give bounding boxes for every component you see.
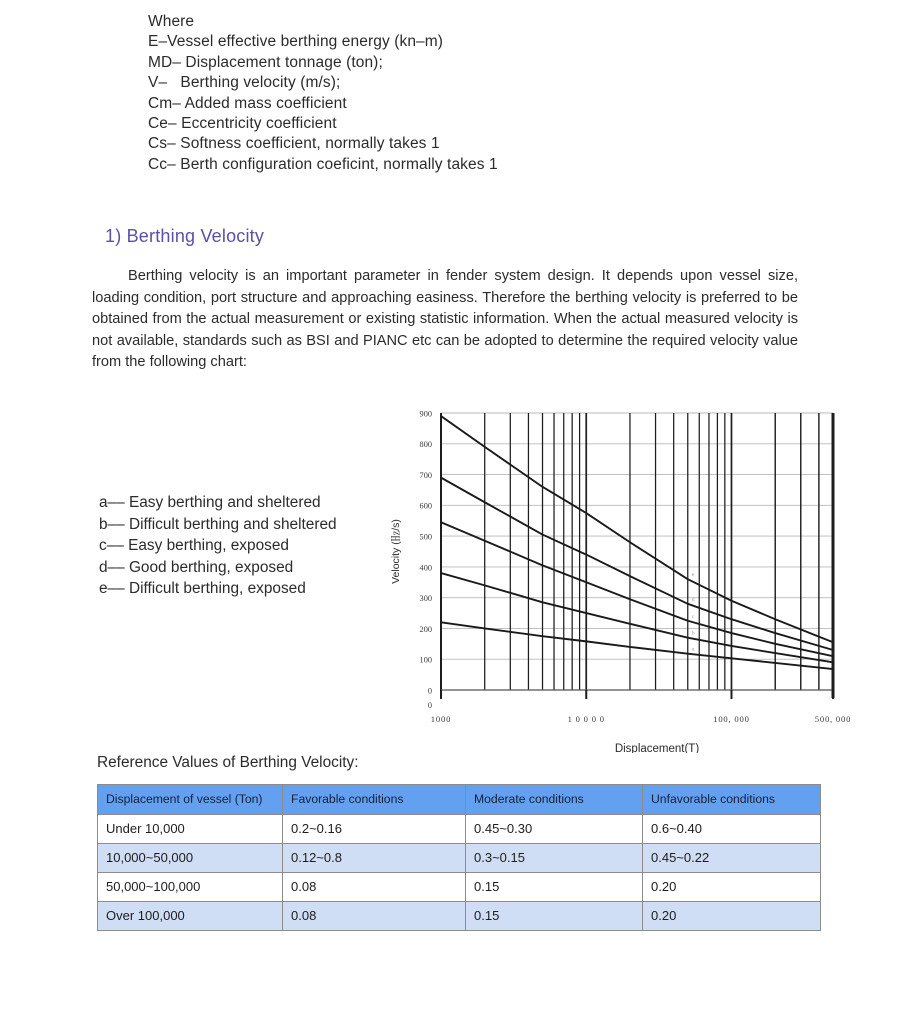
curve-a [441, 622, 833, 669]
y-axis-zero-label: 0 [427, 701, 432, 710]
y-axis-tick-label: 400 [419, 563, 432, 573]
column-header: Displacement of vessel (Ton) [98, 785, 283, 815]
x-axis-tick-label: 1 0 0 0 0 [567, 714, 605, 724]
curve-d [441, 478, 833, 650]
table-cell: 0.08 [283, 902, 466, 931]
table-cell: 0.45~0.30 [466, 815, 643, 844]
curve-label-e: e [691, 572, 695, 579]
section-heading: 1) Berthing Velocity [105, 226, 265, 246]
intro-paragraph: Berthing velocity is an important parameter in fender system design. It depends upon vessel size, loading condition, port structure and approaching easiness. Therefore the berthing velocity is preferred to be obtained from the actual measurement or existing statistic information. When the actual measured velocity is not available, standards such as BSI and PIANC etc can be adopted to determine the required velocity value from the following chart: [92, 268, 798, 370]
y-axis-tick-label: 500 [419, 532, 432, 542]
curve-e [441, 416, 833, 642]
column-header: Moderate conditions [466, 785, 643, 815]
curve-b [441, 573, 833, 662]
y-axis-tick-label: 800 [419, 440, 432, 450]
definition-line: V– Berthing velocity (m/s); [148, 74, 341, 92]
table-row [98, 873, 821, 902]
curve-label-d: d [691, 596, 695, 603]
table-cell: 0.6~0.40 [643, 815, 821, 844]
y-axis-tick-label: 900 [419, 409, 432, 419]
definition-line: Where [148, 13, 195, 30]
table-cell: 0.20 [643, 873, 821, 902]
y-axis-tick-label: 600 [419, 501, 432, 511]
x-axis-tick-label: 100, 000 [713, 714, 750, 724]
table-cell: Under 10,000 [98, 815, 283, 844]
legend-item-c: c–– Easy berthing, exposed [99, 537, 289, 555]
y-axis-tick-label: 200 [419, 624, 432, 634]
table-row [98, 844, 821, 873]
legend-item-d: d–– Good berthing, exposed [99, 558, 294, 576]
column-header: Favorable conditions [283, 785, 466, 815]
legend-item-a: a–– Easy berthing and sheltered [99, 494, 321, 511]
x-axis-tick-label: 500, 000 [814, 714, 852, 724]
definition-line: Cs– Softness coefficient, normally takes 1 [148, 135, 440, 153]
y-axis-tick-label: 700 [419, 470, 432, 480]
x-axis-tick-label: 1000 [430, 714, 452, 724]
definition-line: Ce– Eccentricity coefficient [148, 115, 337, 133]
table-cell: 0.20 [643, 902, 821, 931]
y-axis-tick-label: 0 [427, 686, 432, 696]
column-header: Unfavorable conditions [643, 785, 821, 815]
legend-item-e: e–– Difficult berthing, exposed [99, 580, 306, 598]
y-axis-tick-label: 300 [419, 594, 432, 604]
table-cell: 0.15 [466, 873, 643, 902]
definition-line: E–Vessel effective berthing energy (kn–m) [148, 33, 444, 51]
berthing-velocity-chart [385, 398, 855, 753]
definition-line: Cm– Added mass coefficient [148, 94, 347, 112]
reference-velocity-table [97, 784, 821, 931]
table-cell: 0.12~0.8 [283, 844, 466, 873]
table-cell: 0.15 [466, 902, 643, 931]
table-cell: 0.08 [283, 873, 466, 902]
chart-legend [99, 492, 369, 600]
table-body [98, 815, 821, 931]
chart-svg [385, 398, 855, 753]
table-cell: 0.2~0.16 [283, 815, 466, 844]
table-row [98, 902, 821, 931]
table-cell: Over 100,000 [98, 902, 283, 931]
table-cell: 50,000~100,000 [98, 873, 283, 902]
y-axis-tick-label: 100 [419, 655, 432, 665]
table-cell: 0.45~0.22 [643, 844, 821, 873]
curve-label-a: a [691, 646, 695, 653]
legend-item-b: b–– Difficult berthing and sheltered [99, 515, 337, 533]
y-axis-title: Velocity (㎐/s) [390, 519, 402, 584]
definition-line: Cc– Berth configuration coeficint, normally takes 1 [148, 155, 498, 173]
x-axis-title: Displacement(T) [614, 743, 700, 753]
curve-label-b: b [691, 630, 695, 637]
table-row [98, 815, 821, 844]
table-caption: Reference Values of Berthing Velocity: [97, 754, 359, 771]
table-cell: 10,000~50,000 [98, 844, 283, 873]
table-header-row [98, 785, 821, 815]
curve-label-c: c [691, 613, 695, 620]
definitions-block [148, 12, 768, 175]
definition-line: MD– Displacement tonnage (ton); [148, 53, 383, 71]
table-cell: 0.3~0.15 [466, 844, 643, 873]
